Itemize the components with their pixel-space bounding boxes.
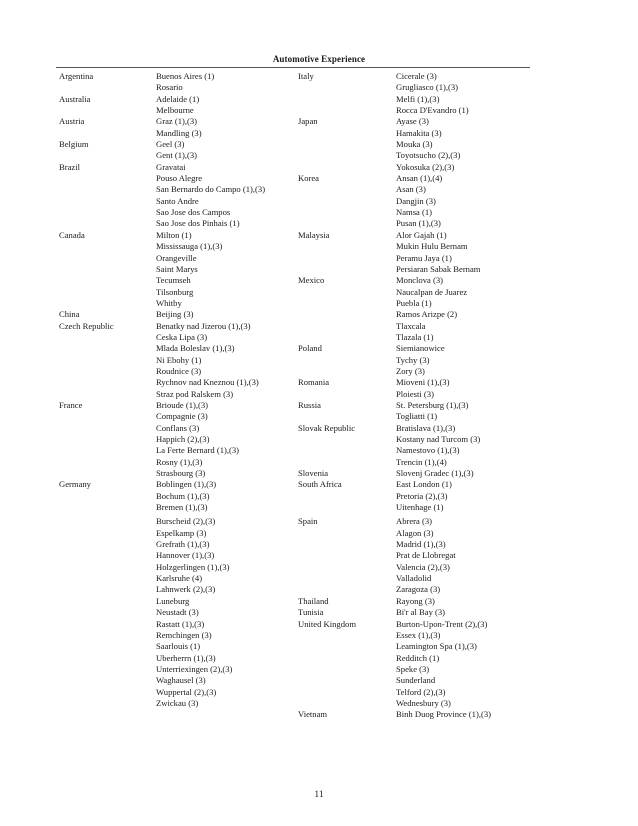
country-name: Brazil [59,161,80,172]
city-name: Saint Marys [156,263,198,274]
country-name: Vietnam [298,709,328,720]
city-list [396,516,456,595]
city-name: Burton-Upon-Trent (2),(3) [396,618,488,629]
city-name: Beijing (3) [156,309,194,320]
city-name: Gent (1),(3) [156,150,198,161]
city-name: Zory (3) [396,365,425,376]
city-name: Tilsonburg [156,286,194,297]
city-list [396,377,449,400]
city-name: St. Petersburg (1),(3) [396,399,469,410]
city-name: Santo Andre [156,195,199,206]
city-list [156,94,199,117]
city-name: Milton (1) [156,229,192,240]
country-entry [298,596,491,607]
city-name: Prat de Llobregat [396,550,456,561]
city-name: Bi'r al Bay (3) [396,607,446,618]
country-entry [298,116,491,173]
country-entry [298,377,491,400]
city-name: San Bernardo do Campo (1),(3) [156,184,266,195]
title-divider [56,67,530,68]
city-name: Strasbourg (3) [156,468,206,479]
country-name: Thailand [298,595,329,606]
city-name: Grefrath (1),(3) [156,539,210,550]
city-list [396,71,469,116]
city-name: Happich (2),(3) [156,434,210,444]
country-entry [298,479,491,513]
city-list [156,309,193,320]
country-name: Slovak Republic [298,422,356,433]
city-name: Valladolid [396,573,432,584]
country-entry [298,230,491,275]
city-name: Ayase (3) [396,116,429,127]
country-name: Mexico [298,275,325,286]
city-name: Rosario [156,82,183,93]
city-list [156,479,216,513]
city-name: Tychy (3) [396,354,430,365]
country-entry [59,230,265,309]
city-name: Yokosuka (2),(3) [396,161,455,172]
city-name: Espelkamp (3) [156,527,207,538]
city-name: Dangjin (3) [396,195,436,206]
country-entry [298,423,491,468]
city-name: Tlazala (1) [396,331,434,342]
city-name: Rychnov nad Kneznou (1),(3) [156,377,259,388]
city-name: Melbourne [156,105,194,116]
country-entry [59,71,265,94]
city-name: Sao Jose dos Pinhais (1) [156,218,240,229]
country-entry [59,479,265,513]
city-name: Brioude (1),(3) [156,399,209,410]
city-name: Puebla (1) [396,297,432,308]
country-name: Japan [298,116,318,127]
city-name: Trencin (1),(4) [396,456,447,467]
city-list [396,230,480,275]
city-list [396,468,474,479]
city-name: Toyotsucho (2),(3) [396,150,461,161]
city-name: Zaragoza (3) [396,584,441,595]
city-list [156,516,232,709]
country-entry [59,400,265,479]
city-name: Sunderland [396,675,436,686]
country-name: Argentina [59,71,94,81]
city-name: Alor Gajah (1) [396,229,447,240]
city-name: Pusan (1),(3) [396,218,441,229]
city-name: Essex (1),(3) [396,629,441,640]
city-name: Mouka (3) [396,139,433,150]
city-name: Speke (3) [396,663,430,674]
city-name: Benatky nad Jizerou (1),(3) [156,320,251,331]
city-name: Ni Ebohy (1) [156,354,202,365]
city-list [396,116,460,173]
city-list [156,116,202,139]
city-name: Neustadt (3) [156,607,199,618]
country-name: Czech Republic [59,320,114,331]
city-name: Tlaxcala [396,320,426,331]
city-name: Adelaide (1) [156,93,200,104]
city-list [156,230,222,309]
city-list [396,400,468,423]
city-name: Ploiesti (3) [396,388,434,399]
city-name: Rocca D'Evandro (1) [396,105,469,116]
city-name: Graz (1),(3) [156,116,198,127]
city-list [156,321,259,400]
city-name: Kostany nad Turcom (3) [396,434,481,444]
country-entry [298,516,491,595]
country-name: Romania [298,377,330,388]
city-name: Togliatti (1) [396,411,438,422]
city-name: Mandling (3) [156,127,202,138]
city-name: Roudnice (3) [156,365,202,376]
city-name: Ansan (1),(4) [396,173,443,184]
city-name: Tecumseh [156,275,191,286]
city-name: Hamakita (3) [396,127,442,138]
country-name: Australia [59,93,91,104]
city-list [156,139,197,162]
city-name: Rosny (1),(3) [156,456,203,467]
city-name: Slovenj Gradec (1),(3) [396,468,474,479]
country-name: Belgium [59,139,89,150]
country-name: Russia [298,399,321,410]
country-entry [298,71,491,116]
city-name: Peramu Jaya (1) [396,252,452,263]
city-list [396,343,445,377]
city-name: Wednesbury (3) [396,697,451,708]
city-name: Conflans (3) [156,422,200,433]
country-name: China [59,309,80,320]
city-name: Luneburg [156,595,190,606]
city-name: Lahnwerk (2),(3) [156,584,216,595]
country-entry [298,173,491,230]
country-name: Germany [59,479,91,490]
city-name: Redditch (1) [396,652,440,663]
city-name: Geel (3) [156,139,185,150]
city-name: East London (1) [396,479,452,490]
city-name: Monclova (3) [396,275,444,286]
city-name: Boblingen (1),(3) [156,479,217,490]
country-name: South Africa [298,479,342,490]
right-column [298,71,491,721]
country-name: Korea [298,173,319,184]
city-name: Mukin Hulu Bernam [396,241,468,252]
city-name: Grugliasco (1),(3) [396,82,459,93]
page-title: Automotive Experience [272,54,366,64]
city-name: Orangeville [156,252,197,263]
country-entry [59,516,265,709]
city-name: Sao Jose dos Campos [156,207,231,218]
country-name: Tunisia [298,607,324,618]
country-entry [298,468,491,479]
city-name: Asan (3) [396,184,426,195]
country-name: France [59,399,83,410]
city-name: Telford (2),(3) [396,686,446,697]
page-number: 11 [314,790,324,800]
city-name: Binh Duog Province (1),(3) [396,709,491,720]
country-entry [298,607,491,618]
city-list [396,596,435,607]
city-name: Bochum (1),(3) [156,490,210,501]
city-list [396,607,445,618]
country-name: United Kingdom [298,618,357,629]
city-list [396,479,452,513]
city-list [396,709,491,720]
city-name: Uberherrn (1),(3) [156,652,216,663]
city-name: Uitenhage (1) [396,502,444,513]
city-name: Naucalpan de Juarez [396,286,468,297]
country-entry [59,139,265,162]
city-name: Bremen (1),(3) [156,502,208,513]
city-name: Whitby [156,297,182,308]
country-entry [59,309,265,320]
city-name: Cicerale (3) [396,71,437,81]
city-name: Rayong (3) [396,595,435,606]
city-name: Leamington Spa (1),(3) [396,641,477,652]
city-name: Abrera (3) [396,516,433,527]
city-list [156,71,214,94]
city-name: Waghausel (3) [156,675,206,686]
city-name: Mioveni (1),(3) [396,377,450,388]
city-name: Melfi (1),(3) [396,93,440,104]
country-entry [59,116,265,139]
city-name: Namestovo (1),(3) [396,445,460,456]
city-name: Mississauga (1),(3) [156,241,223,252]
city-name: Siemianowice [396,343,445,354]
country-name: Austria [59,116,85,127]
country-entry [59,94,265,117]
country-entry [59,321,265,400]
city-name: Buenos Aires (1) [156,71,215,81]
city-name: Gravatai [156,161,186,172]
city-name: Karlsruhe (4) [156,573,203,584]
city-list [396,275,467,343]
city-list [396,173,442,230]
city-name: Remchingen (3) [156,629,212,640]
city-list [396,619,487,710]
city-name: Rastatt (1),(3) [156,618,205,629]
city-list [156,400,239,479]
left-column [59,71,265,709]
country-entry [298,709,491,720]
country-name: Spain [298,516,318,527]
country-entry [298,619,491,710]
city-name: Mlada Boleslav (1),(3) [156,343,235,354]
city-name: Zwickau (3) [156,697,199,708]
city-name: Alagon (3) [396,527,434,538]
city-name: Pouso Alegre [156,173,203,184]
city-name: La Ferte Bernard (1),(3) [156,445,240,456]
city-name: Straz pod Ralskem (3) [156,388,234,399]
country-entry [298,343,491,377]
country-name: Italy [298,71,314,81]
country-name: Malaysia [298,229,330,240]
country-entry [298,275,491,343]
city-name: Burscheid (2),(3) [156,516,216,527]
city-name: Pretoria (2),(3) [396,490,448,501]
city-name: Valencia (2),(3) [396,561,450,572]
country-entry [59,162,265,230]
city-name: Bratislava (1),(3) [396,422,456,433]
country-name: Slovenia [298,468,329,479]
city-name: Compagnie (3) [156,411,208,422]
city-list [156,162,265,230]
city-name: Ramos Arizpe (2) [396,309,458,320]
city-name: Wuppertal (2),(3) [156,686,217,697]
city-name: Persiaran Sabak Bernam [396,263,481,274]
country-name: Poland [298,343,322,354]
country-entry [298,400,491,423]
city-name: Namsa (1) [396,207,433,218]
city-name: Madrid (1),(3) [396,539,446,550]
city-name: Ceska Lipa (3) [156,331,208,342]
city-name: Saarlouis (1) [156,641,201,652]
country-name: Canada [59,229,85,240]
city-name: Unterriexingen (2),(3) [156,663,233,674]
city-name: Hannover (1),(3) [156,550,215,561]
city-name: Holzgerlingen (1),(3) [156,561,230,572]
city-list [396,423,480,468]
